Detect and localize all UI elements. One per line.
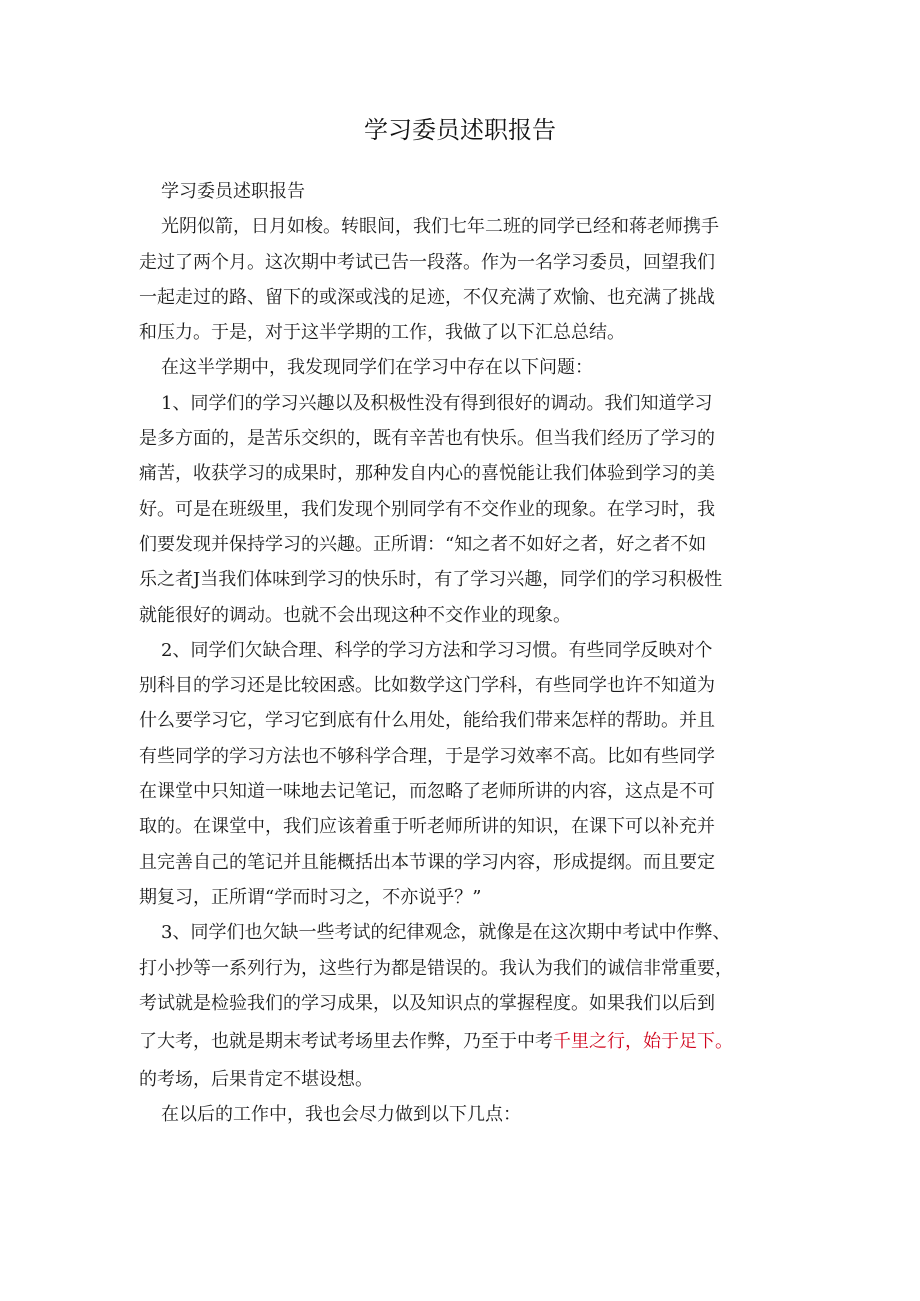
- text-line: 光阴似箭，日月如梭。转眼间，我们七年二班的同学已经和蒋老师携手: [161, 216, 719, 238]
- text-line: 乐之者J当我们体味到学习的快乐时，有了学习兴趣，同学们的学习积极性: [139, 569, 723, 591]
- text-line: 在这半学期中，我发现同学们在学习中存在以下问题：: [161, 357, 593, 379]
- text-line: 在课堂中只知道一味地去记笔记，而忽略了老师所讲的内容，这点是不可: [139, 781, 715, 803]
- document-body: [139, 174, 799, 1133]
- text-line: 一起走过的路、留下的或深或浅的足迹，不仅充满了欢愉、也充满了挑战: [139, 286, 715, 308]
- text-line: 和压力。于是，对于这半学期的工作，我做了以下汇总总结。: [139, 322, 625, 344]
- text-line-with-highlight: [139, 1021, 799, 1062]
- document-title: 学习委员述职报告: [364, 116, 556, 144]
- text-line: 1、同学们的学习兴趣以及积极性没有得到很好的调动。我们知道学习: [161, 392, 713, 414]
- text-line: 就能很好的调动。也就不会出现这种不交作业的现象。: [139, 604, 571, 626]
- text-segment: 了大考，也就是期末考试考场里去作弊，乃至于中考: [139, 1031, 553, 1053]
- text-line: 打小抄等一系列行为，这些行为都是错误的。我认为我们的诚信非常重要，: [139, 957, 733, 979]
- text-line: 痛苦，收获学习的成果时，那种发自内心的喜悦能让我们体验到学习的美: [139, 463, 715, 485]
- text-line: 是多方面的，是苦乐交织的，既有辛苦也有快乐。但当我们经历了学习的: [139, 428, 715, 450]
- text-line: 3、同学们也欠缺一些考试的纪律观念，就像是在这次期中考试中作弊、: [161, 922, 731, 944]
- text-line: 们要发现并保持学习的兴趣。正所谓：“知之者不如好之者，好之者不如: [139, 533, 707, 555]
- text-line: 别科目的学习还是比较困惑。比如数学这门学科，有些同学也许不知道为: [139, 675, 715, 697]
- text-line: 考试就是检验我们的学习成果，以及知识点的掌握程度。如果我们以后到: [139, 992, 715, 1014]
- text-line: 期复习，正所谓“学而时习之，不亦说乎？”: [139, 886, 482, 908]
- text-line: 在以后的工作中，我也会尽力做到以下几点：: [161, 1104, 521, 1126]
- text-line: 走过了两个月。这次期中考试已告一段落。作为一名学习委员，回望我们: [139, 251, 715, 273]
- text-line: 有些同学的学习方法也不够科学合理，于是学习效率不高。比如有些同学: [139, 745, 715, 767]
- text-line: 什么要学习它，学习它到底有什么用处，能给我们带来怎样的帮助。并且: [139, 710, 715, 732]
- text-line: 好。可是在班级里，我们发现个别同学有不交作业的现象。在学习时，我: [139, 498, 715, 520]
- text-line: 且完善自己的笔记并且能概括出本节课的学习内容，形成提纲。而且要定: [139, 851, 715, 873]
- text-line: 2、同学们欠缺合理、科学的学习方法和学习习惯。有些同学反映对个: [161, 639, 713, 661]
- highlighted-quote: 千里之行，始于足下。: [553, 1031, 733, 1053]
- text-line: 取的。在课堂中，我们应该着重于听老师所讲的知识，在课下可以补充并: [139, 816, 715, 838]
- text-line: 学习委员述职报告: [161, 181, 305, 202]
- text-line: 的考场，后果肯定不堪设想。: [139, 1069, 373, 1091]
